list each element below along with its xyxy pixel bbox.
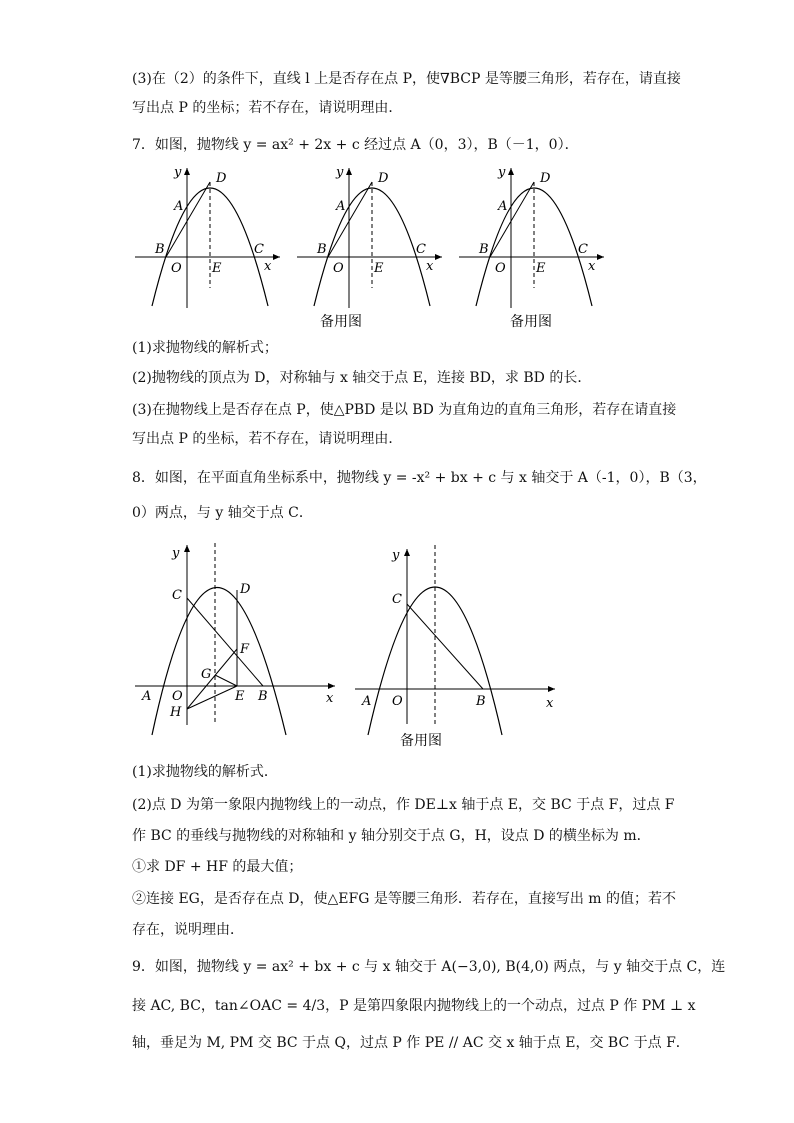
svg-text:y: y xyxy=(498,165,506,180)
svg-text:D: D xyxy=(216,171,227,186)
q8-part1: (1)求抛物线的解析式． xyxy=(132,764,278,780)
svg-text:B: B xyxy=(258,689,268,704)
svg-text:O: O xyxy=(333,261,344,276)
svg-text:E: E xyxy=(235,689,245,704)
svg-text:D: D xyxy=(540,171,551,186)
svg-text:O: O xyxy=(171,261,182,276)
q9-stem-line3: 轴，垂足为 M, PM 交 BC 于点 Q，过点 P 作 PE // AC 交 x 轴于点 E，交 BC 于点 F． xyxy=(132,1035,690,1051)
svg-text:E: E xyxy=(536,261,546,276)
svg-text:C: C xyxy=(416,242,426,257)
svg-text:x: x xyxy=(588,259,596,274)
svg-text:y: y xyxy=(172,546,180,561)
svg-text:F: F xyxy=(240,642,250,657)
svg-text:x: x xyxy=(326,691,334,706)
q8-part2-line1: (2)点 D 为第一象限内抛物线上的一动点，作 DE⊥x 轴于点 E，交 BC 于点 F，过点 F xyxy=(132,797,675,813)
graph-8-main xyxy=(135,543,335,735)
q7-part2: (2)抛物线的顶点为 D，对称轴与 x 轴交于点 E，连接 BD，求 BD 的长． xyxy=(132,370,592,386)
svg-text:C: C xyxy=(578,242,588,257)
fig7-caption-2: 备用图 xyxy=(510,314,552,330)
q8-part2-sub1: ①求 DF + HF 的最大值； xyxy=(132,859,303,875)
svg-text:y: y xyxy=(392,548,400,563)
svg-text:C: C xyxy=(392,592,402,607)
q7-part1: (1)求抛物线的解析式； xyxy=(132,340,278,356)
svg-text:G: G xyxy=(201,667,212,682)
q9-stem-line1: 9．如图，抛物线 y = ax² + bx + c 与 x 轴交于 A(−3,0), B(4,0) 两点，与 y 轴交于点 C，连 xyxy=(132,959,726,975)
q7-part3-line1: (3)在抛物线上是否存在点 P，使△PBD 是以 BD 为直角边的直角三角形，若存在请直接 xyxy=(132,402,677,418)
svg-text:B: B xyxy=(155,242,165,257)
svg-text:E: E xyxy=(374,261,384,276)
svg-text:B: B xyxy=(317,242,327,257)
svg-text:C: C xyxy=(254,242,264,257)
figure-7 xyxy=(130,160,610,332)
q8-part2-line2: 作 BC 的垂线与抛物线的对称轴和 y 轴分别交于点 G，H，设点 D 的横坐标为 m． xyxy=(132,828,651,844)
q8-stem-line2: 0）两点，与 y 轴交于点 C． xyxy=(132,505,313,521)
svg-text:E: E xyxy=(212,261,222,276)
q6-part3-line2: 写出点 P 的坐标；若不存在，请说明理由． xyxy=(132,100,403,116)
svg-text:x: x xyxy=(546,696,554,711)
svg-text:O: O xyxy=(495,261,506,276)
svg-text:C: C xyxy=(172,588,182,603)
svg-text:A: A xyxy=(336,199,346,214)
q9-stem-line2: 接 AC, BC，tan∠OAC = 4/3，P 是第四象限内抛物线上的一个动点，过点 P 作 PM ⊥ x xyxy=(132,998,696,1014)
svg-text:y: y xyxy=(336,165,344,180)
svg-text:B: B xyxy=(476,694,486,709)
graph-7-main xyxy=(135,165,280,308)
svg-text:D: D xyxy=(240,582,251,597)
svg-text:A: A xyxy=(174,199,184,214)
svg-text:A: A xyxy=(142,689,152,704)
svg-text:x: x xyxy=(264,259,272,274)
svg-text:x: x xyxy=(426,259,434,274)
graph-8-spare xyxy=(355,545,555,735)
svg-text:A: A xyxy=(498,199,508,214)
graph-7-spare-2 xyxy=(459,165,604,308)
graph-7-spare-1 xyxy=(297,165,442,308)
fig7-caption-1: 备用图 xyxy=(320,314,362,330)
q8-stem-line1: 8．如图，在平面直角坐标系中，抛物线 y = -x² + bx + c 与 x 轴交于 A（-1，0），B（3， xyxy=(132,470,707,486)
fig8-caption: 备用图 xyxy=(400,733,442,749)
svg-text:H: H xyxy=(170,705,182,720)
q7-part3-line2: 写出点 P 的坐标，若不存在，请说明理由． xyxy=(132,431,403,447)
svg-text:y: y xyxy=(174,165,182,180)
q8-part2-sub2-line1: ②连接 EG，是否存在点 D，使△EFG 是等腰三角形．若存在，直接写出 m 的值；若不 xyxy=(132,891,677,907)
svg-text:O: O xyxy=(172,689,183,704)
svg-text:O: O xyxy=(392,694,403,709)
svg-text:D: D xyxy=(378,171,389,186)
svg-text:B: B xyxy=(479,242,489,257)
q7-stem: 7．如图，抛物线 y = ax² + 2x + c 经过点 A（0，3），B（－1，0）． xyxy=(132,137,579,153)
figure-8 xyxy=(130,535,570,755)
svg-text:A: A xyxy=(362,694,372,709)
q8-part2-sub2-line2: 存在，说明理由． xyxy=(132,922,244,938)
q6-part3-line1: (3)在（2）的条件下，直线 l 上是否存在点 P，使∇BCP 是等腰三角形，若存在，请直接 xyxy=(132,71,681,87)
